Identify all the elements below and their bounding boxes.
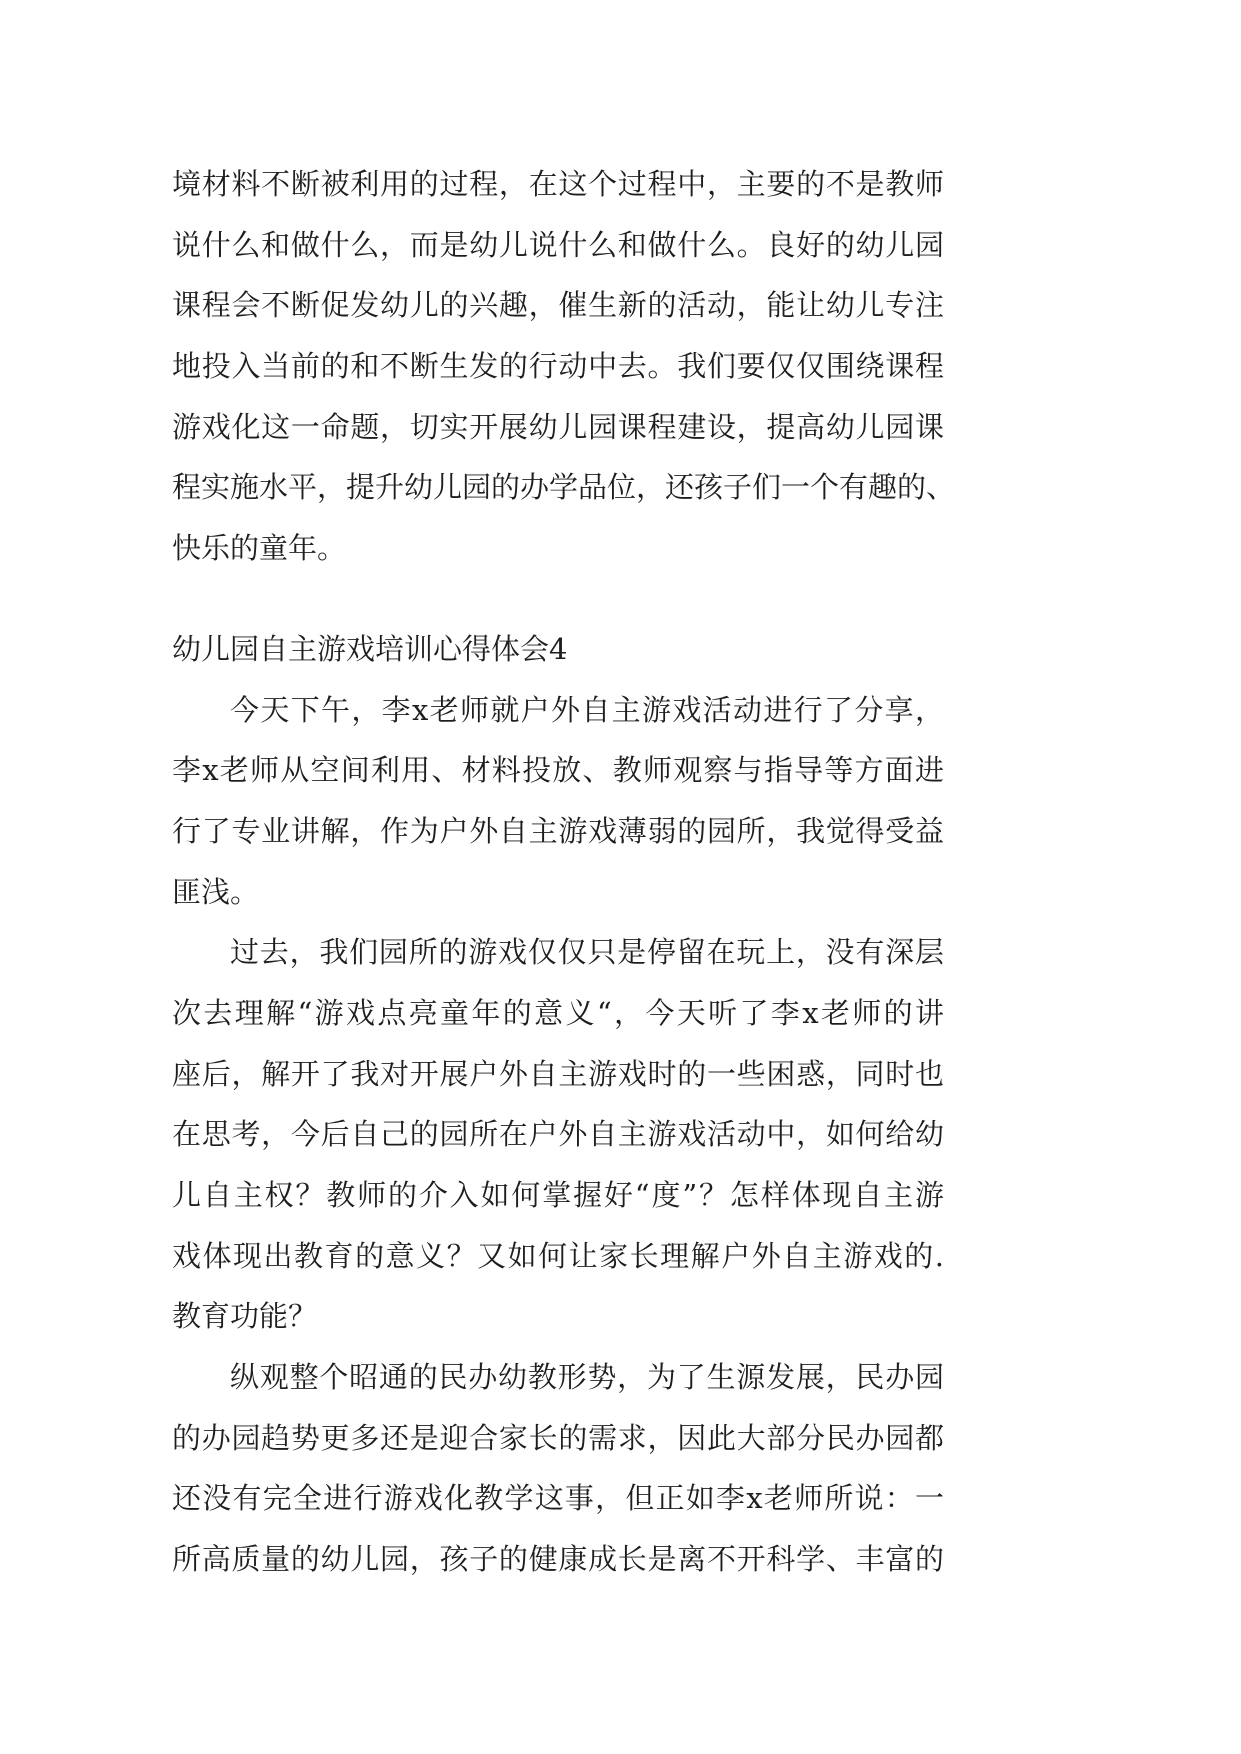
continued-paragraph — [172, 154, 956, 579]
text-line: 戏体现出教育的意义？又如何让家长理解户外自主游戏的. — [172, 1238, 944, 1273]
text-line: 课程会不断促发幼儿的兴趣，催生新的活动，能让幼儿专注 — [172, 288, 944, 323]
text-line: 说什么和做什么，而是幼儿说什么和做什么。良好的幼儿园 — [172, 227, 944, 262]
text-line: 的办园趋势更多还是迎合家长的需求，因此大部分民办园都 — [172, 1420, 944, 1455]
text-line: 境材料不断被利用的过程，在这个过程中，主要的不是教师 — [172, 167, 944, 201]
text-line: 所高质量的幼儿园，孩子的健康成长是离不开科学、丰富的 — [172, 1542, 944, 1577]
text-line: 匪浅。 — [172, 874, 260, 909]
paragraph — [172, 922, 944, 1347]
section-heading: 幼儿园自主游戏培训心得体会4 — [172, 631, 568, 666]
text-line: 地投入当前的和不断生发的行动中去。我们要仅仅围绕课程 — [172, 349, 944, 384]
text-line: 游戏化这一命题，切实开展幼儿园课程建设，提高幼儿园课 — [172, 409, 944, 444]
text-line: 次去理解“游戏点亮童年的意义“，今天听了李x老师的讲 — [172, 995, 944, 1030]
text-line: 今天下午，李x老师就户外自主游戏活动进行了分享， — [230, 692, 944, 727]
text-line: 纵观整个昭通的民办幼教形势，为了生源发展，民办园 — [230, 1360, 944, 1395]
text-line: 李x老师从空间利用、材料投放、教师观察与指导等方面进 — [172, 753, 944, 788]
text-line: 过去，我们园所的游戏仅仅只是停留在玩上，没有深层 — [230, 935, 944, 970]
document-page — [172, 154, 956, 1590]
text-line: 行了专业讲解，作为户外自主游戏薄弱的园所，我觉得受益 — [172, 813, 944, 848]
text-line: 教育功能？ — [172, 1299, 318, 1334]
text-line: 儿自主权？教师的介入如何掌握好“度”？怎样体现自主游 — [172, 1178, 944, 1212]
text-line: 程实施水平，提升幼儿园的办学品位，还孩子们一个有趣的、 — [172, 470, 956, 505]
paragraph — [172, 1347, 944, 1590]
paragraph — [172, 680, 944, 923]
text-line: 还没有完全进行游戏化教学这事，但正如李x老师所说：一 — [172, 1481, 944, 1516]
text-line: 在思考，今后自己的园所在户外自主游戏活动中，如何给幼 — [172, 1117, 944, 1152]
text-line: 快乐的童年。 — [172, 531, 347, 566]
text-line: 座后，解开了我对开展户外自主游戏时的一些困惑，同时也 — [172, 1056, 944, 1091]
